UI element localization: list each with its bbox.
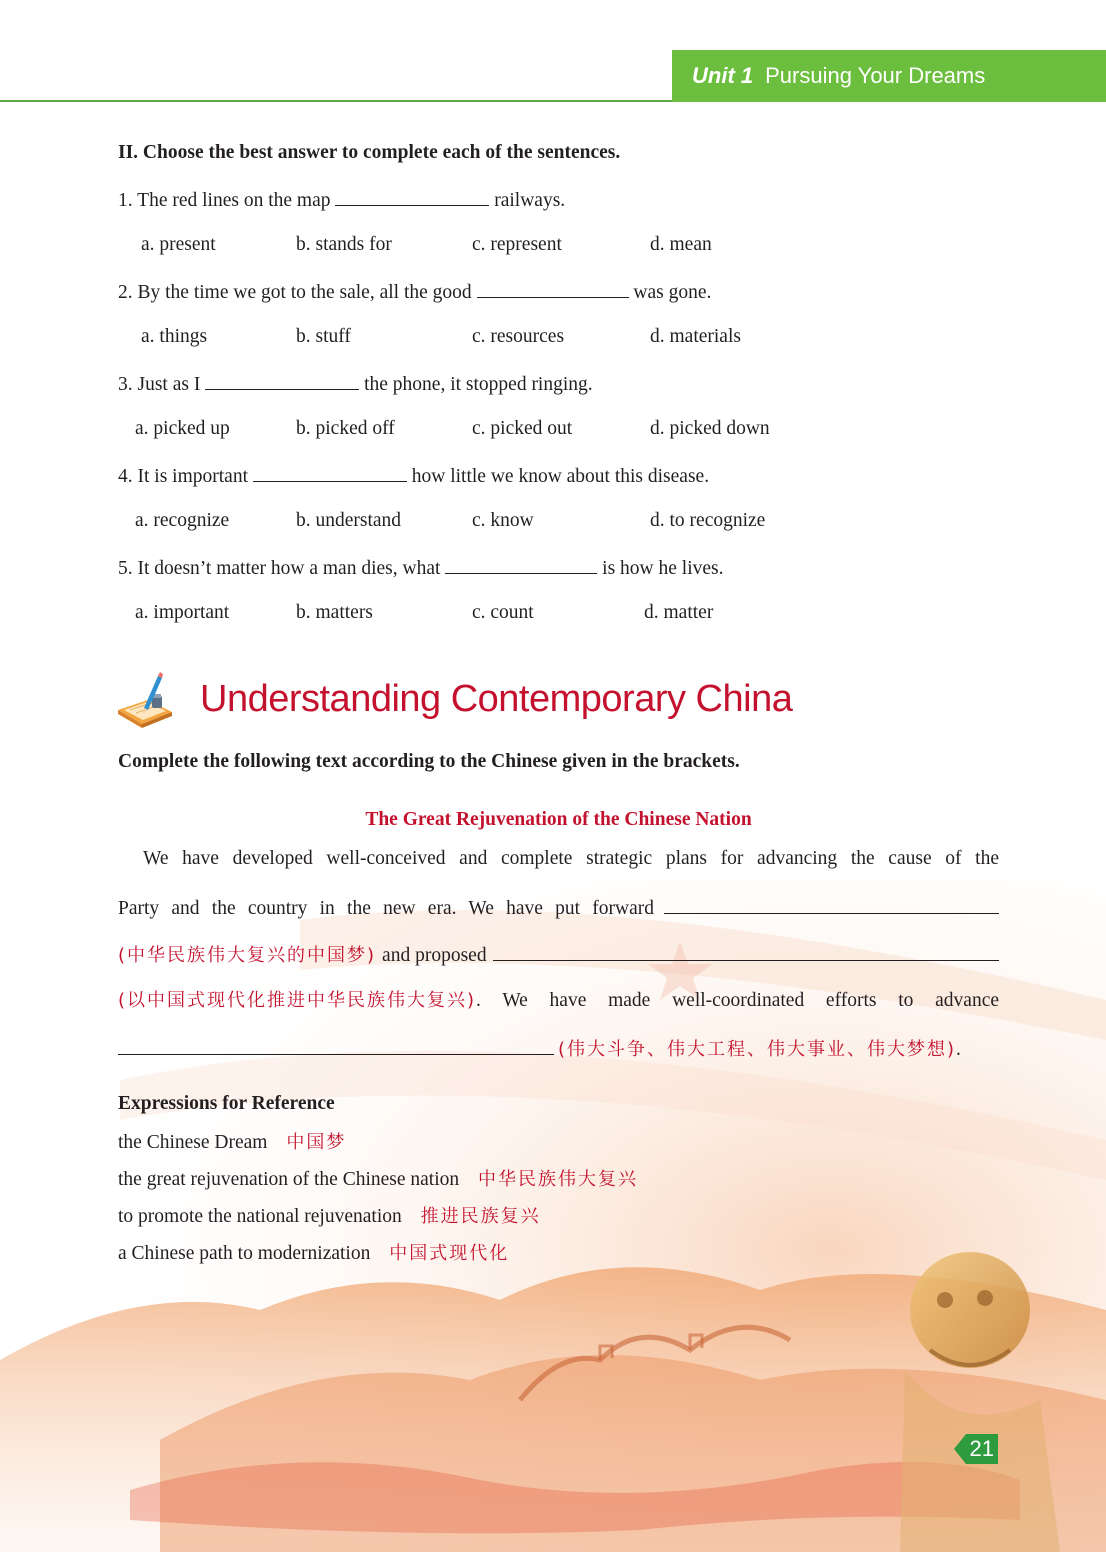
exercise-instruction: II. Choose the best answer to complete each of the sentences. <box>118 142 621 163</box>
answer-blank[interactable] <box>118 1036 554 1055</box>
passage-line-5 <box>118 1036 999 1062</box>
expressions-title: Expressions for Reference <box>118 1093 335 1114</box>
passage-text: and proposed <box>382 945 487 966</box>
expression-en: a Chinese path to modernization <box>118 1243 371 1264</box>
expression-en: the Chinese Dream <box>118 1132 268 1153</box>
question-text: It is important <box>137 466 248 487</box>
option-4a[interactable]: a. recognize <box>135 510 230 531</box>
option-5a[interactable]: a. important <box>135 602 230 623</box>
unit-header-badge <box>672 50 1106 102</box>
option-3c[interactable]: c. picked out <box>472 418 573 439</box>
expression-cn: 中国式现代化 <box>389 1243 510 1264</box>
expression-cn: 中华民族伟大复兴 <box>478 1169 639 1190</box>
answer-blank[interactable] <box>205 371 359 390</box>
answer-blank[interactable] <box>493 942 999 961</box>
chinese-hint: (伟大斗争、伟大工程、伟大事业、伟大梦想) <box>558 1039 957 1060</box>
passage-line-4 <box>118 989 999 1013</box>
question-text-end: the phone, it stopped ringing. <box>364 374 593 395</box>
option-2d[interactable]: d. materials <box>650 326 741 347</box>
question-number: 4. <box>118 466 133 487</box>
passage-line-1: We have developed well-conceived and complete strategic plans for advancing the cause of the <box>143 848 999 869</box>
expression-en: to promote the national rejuvenation <box>118 1206 402 1227</box>
expression-item <box>118 1242 509 1266</box>
question-2 <box>118 279 711 305</box>
question-text: It doesn’t matter how a man dies, what <box>137 558 441 579</box>
question-text: Just as I <box>137 374 201 395</box>
option-1a[interactable]: a. present <box>141 234 216 255</box>
option-3a[interactable]: a. picked up <box>135 418 230 439</box>
question-number: 3. <box>118 374 133 395</box>
passage-text: . <box>956 1039 961 1060</box>
option-1b[interactable]: b. stands for <box>296 234 392 255</box>
question-number: 2. <box>118 282 133 303</box>
option-5c[interactable]: c. count <box>472 602 534 623</box>
question-text-end: railways. <box>494 190 566 211</box>
option-5b[interactable]: b. matters <box>296 602 373 623</box>
page-number-badge <box>952 1432 998 1466</box>
option-2a[interactable]: a. things <box>141 326 208 347</box>
passage-text: Party and the country in the new era. We have put forward <box>118 898 654 919</box>
answer-blank[interactable] <box>253 463 407 482</box>
question-4 <box>118 463 709 489</box>
answer-blank[interactable] <box>335 187 489 206</box>
question-number: 5. <box>118 558 133 579</box>
question-number: 1. <box>118 190 133 211</box>
option-5d[interactable]: d. matter <box>644 602 714 623</box>
section-instruction: Complete the following text according to the Chinese given in the brackets. <box>118 751 740 772</box>
question-5 <box>118 555 723 581</box>
option-3b[interactable]: b. picked off <box>296 418 395 439</box>
book-pencil-icon <box>114 670 176 732</box>
question-text-end: how little we know about this disease. <box>411 466 710 487</box>
option-4c[interactable]: c. know <box>472 510 534 531</box>
question-text: By the time we got to the sale, all the good <box>137 282 472 303</box>
option-1c[interactable]: c. represent <box>472 234 562 255</box>
question-3 <box>118 371 593 397</box>
option-2b[interactable]: b. stuff <box>296 326 351 347</box>
unit-number: Unit 1 <box>692 63 754 88</box>
question-text-end: was gone. <box>633 282 712 303</box>
option-2c[interactable]: c. resources <box>472 326 565 347</box>
expression-item <box>118 1205 541 1229</box>
answer-blank[interactable] <box>445 555 597 574</box>
unit-title: Pursuing Your Dreams <box>765 63 986 88</box>
answer-blank[interactable] <box>477 279 629 298</box>
expression-cn: 推进民族复兴 <box>420 1206 541 1227</box>
answer-blank[interactable] <box>664 895 999 914</box>
question-text: The red lines on the map <box>137 190 331 211</box>
option-3d[interactable]: d. picked down <box>650 418 770 439</box>
chinese-hint: (以中国式现代化推进中华民族伟大复兴) <box>118 990 477 1011</box>
passage-title: The Great Rejuvenation of the Chinese Nation <box>365 809 752 830</box>
expression-item <box>118 1131 346 1155</box>
option-4b[interactable]: b. understand <box>296 510 402 531</box>
expression-cn: 中国梦 <box>286 1132 347 1153</box>
passage-line-3 <box>118 942 999 968</box>
passage-line-2 <box>118 895 999 921</box>
expression-en: the great rejuvenation of the Chinese nation <box>118 1169 460 1190</box>
question-1 <box>118 187 565 213</box>
option-1d[interactable]: d. mean <box>650 234 712 255</box>
page-number: 21 <box>969 1436 994 1461</box>
section-title: Understanding Contemporary China <box>200 678 793 720</box>
question-text-end: is how he lives. <box>602 558 724 579</box>
expression-item <box>118 1168 638 1192</box>
option-4d[interactable]: d. to recognize <box>650 510 766 531</box>
chinese-hint: (中华民族伟大复兴的中国梦) <box>118 945 377 966</box>
passage-text: . We have made well-coordinated efforts to advance <box>476 990 999 1011</box>
